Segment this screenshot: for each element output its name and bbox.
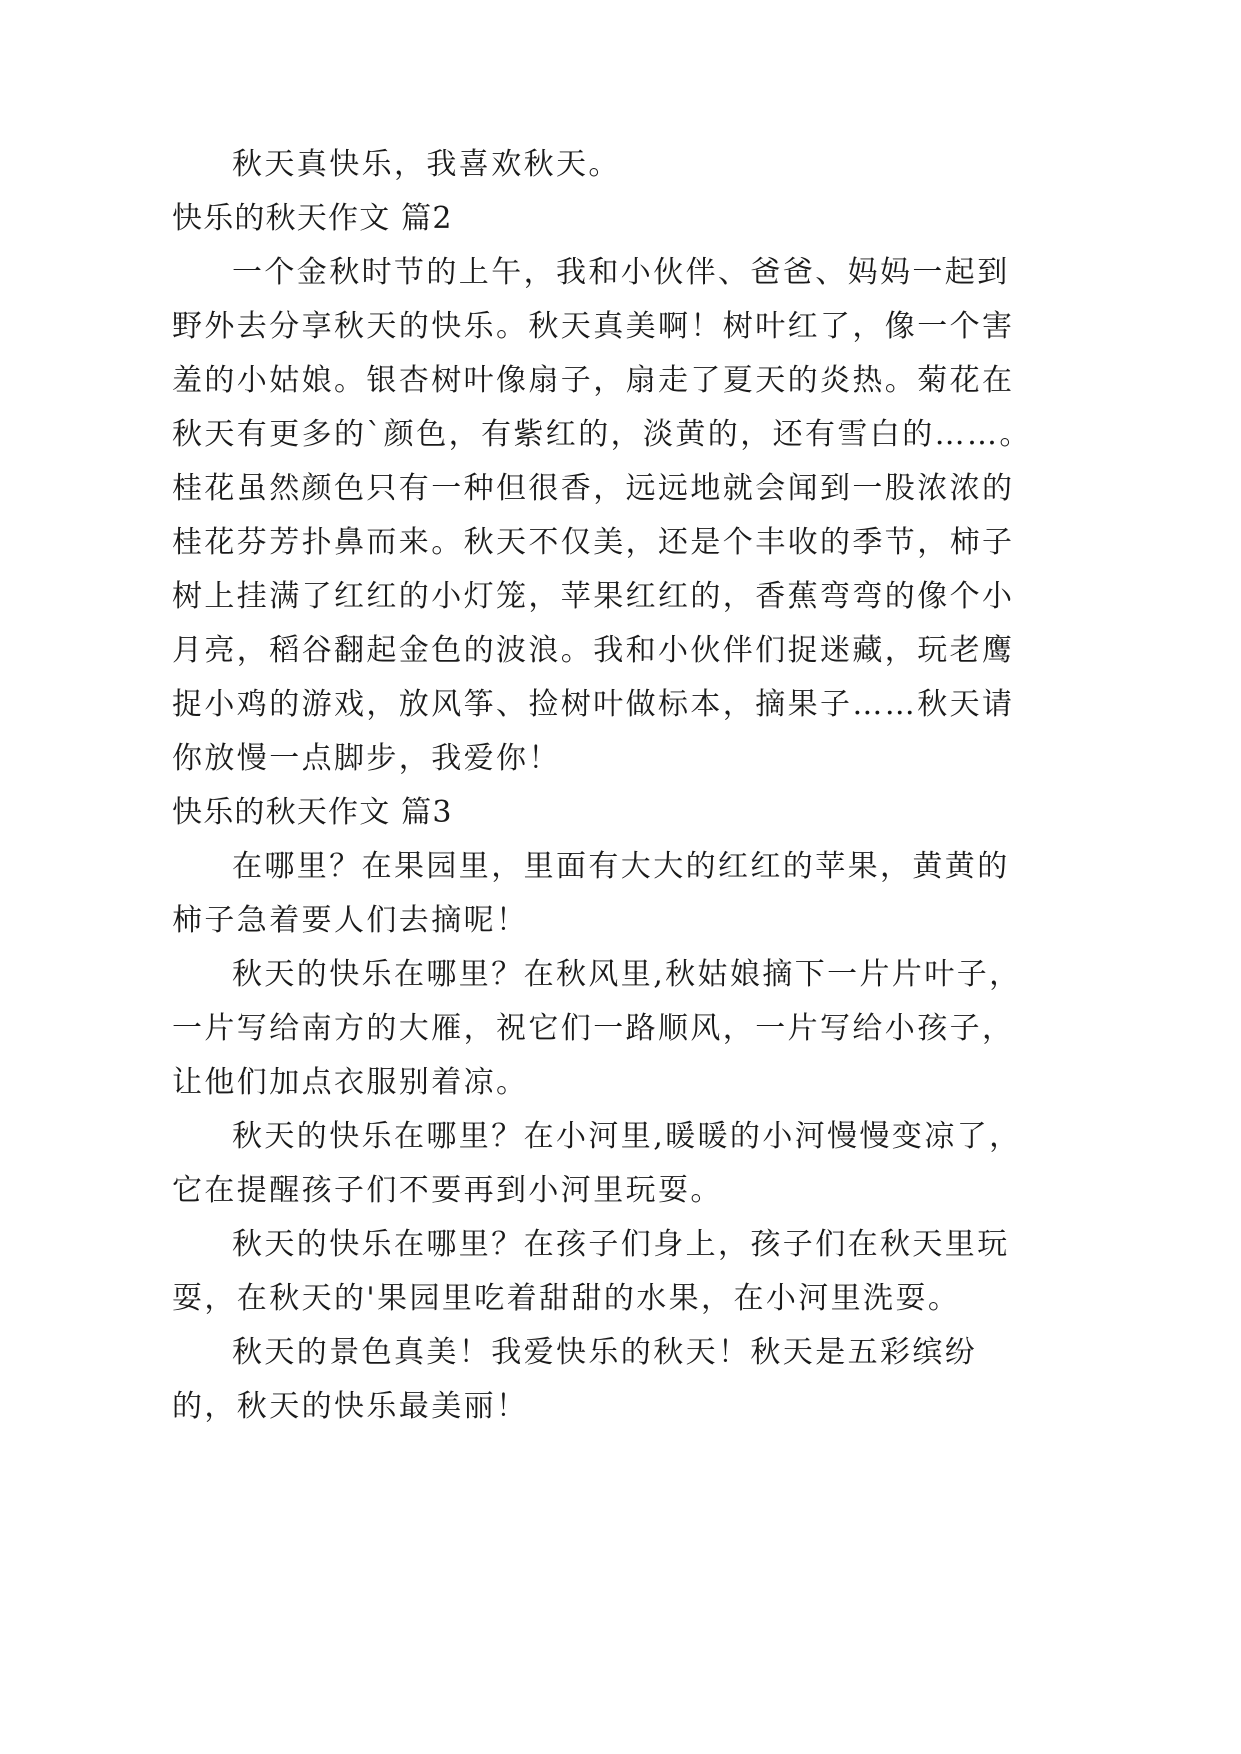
paragraph-line: 树上挂满了红红的小灯笼，苹果红红的，香蕉弯弯的像个小: [172, 579, 1015, 614]
paragraph-line: 让他们加点衣服别着凉。: [172, 1065, 529, 1100]
paragraph-line: 桂花芬芳扑鼻而来。秋天不仅美，还是个丰收的季节，柿子: [172, 525, 1015, 560]
paragraph-line: 一个金秋时节的上午，我和小伙伴、爸爸、妈妈一起到: [232, 255, 1010, 290]
paragraph-line: 柿子急着要人们去摘呢！: [172, 903, 529, 938]
paragraph-line: 耍，在秋天的'果园里吃着甜甜的水果，在小河里洗耍。: [172, 1281, 961, 1316]
paragraph-line: 野外去分享秋天的快乐。秋天真美啊！树叶红了，像一个害: [172, 309, 1015, 344]
paragraph-line: 羞的小姑娘。银杏树叶像扇子，扇走了夏天的炎热。菊花在: [172, 363, 1015, 398]
paragraph-line: 在哪里？在果园里，里面有大大的红红的苹果，黄黄的: [232, 849, 1010, 884]
paragraph-line: 它在提醒孩子们不要再到小河里玩耍。: [172, 1173, 723, 1208]
section-heading: 快乐的秋天作文 篇2: [172, 201, 453, 236]
paragraph-line: 桂花虽然颜色只有一种但很香，远远地就会闻到一股浓浓的: [172, 471, 1015, 506]
paragraph-line: 秋天的景色真美！我爱快乐的秋天！秋天是五彩缤纷: [232, 1335, 978, 1370]
paragraph-line: 秋天的快乐在哪里？在秋风里,秋姑娘摘下一片片叶子，: [232, 957, 1022, 992]
paragraph-line: 秋天的快乐在哪里？在小河里,暖暖的小河慢慢变凉了，: [232, 1119, 1022, 1154]
paragraph-line: 你放慢一点脚步，我爱你！: [172, 741, 561, 776]
paragraph-line: 秋天有更多的`颜色，有紫红的，淡黄的，还有雪白的……。: [172, 417, 1032, 452]
paragraph-line: 月亮，稻谷翻起金色的波浪。我和小伙伴们捉迷藏，玩老鹰: [172, 633, 1015, 668]
paragraph-line: 秋天的快乐在哪里？在孩子们身上，孩子们在秋天里玩: [232, 1227, 1010, 1262]
paragraph-line: 捉小鸡的游戏，放风筝、捡树叶做标本，摘果子……秋天请: [172, 687, 1015, 722]
paragraph-line: 秋天真快乐，我喜欢秋天。: [232, 147, 621, 182]
section-heading: 快乐的秋天作文 篇3: [172, 795, 453, 830]
paragraph-line: 的，秋天的快乐最美丽！: [172, 1389, 529, 1424]
paragraph-line: 一片写给南方的大雁，祝它们一路顺风，一片写给小孩子，: [172, 1011, 1015, 1046]
